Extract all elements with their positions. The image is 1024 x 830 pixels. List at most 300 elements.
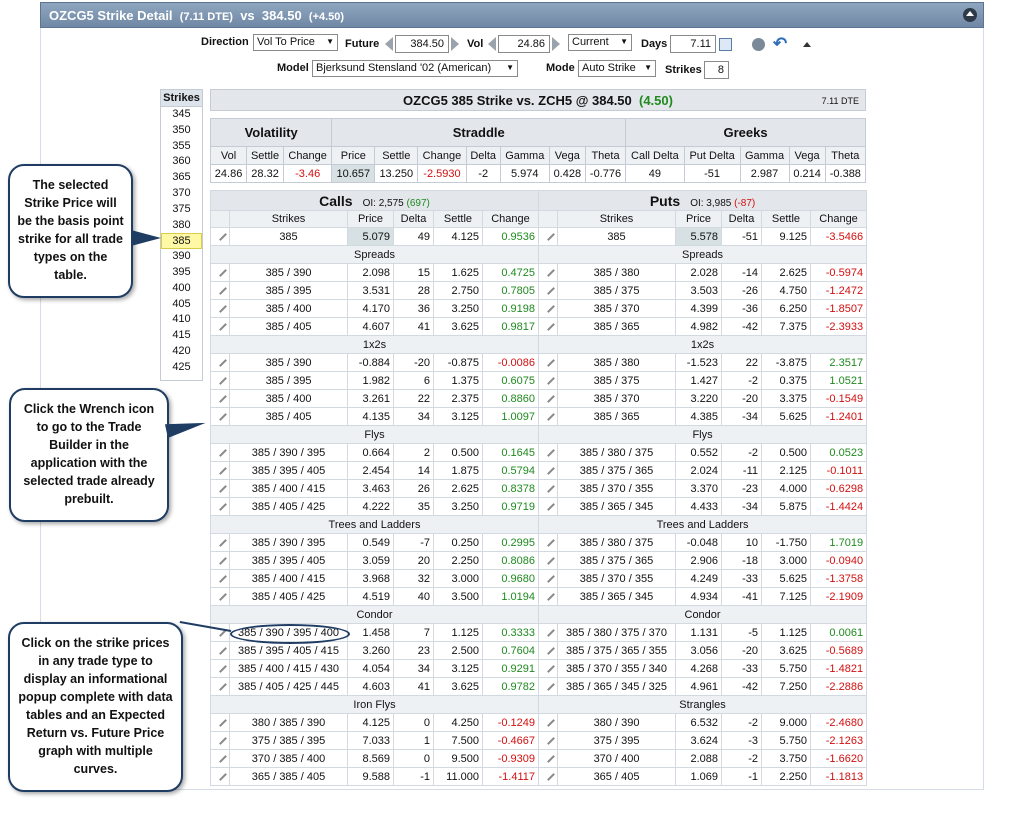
trade-price: 3.531	[348, 282, 394, 300]
trade-price: 4.222	[348, 498, 394, 516]
wrench-cell[interactable]	[539, 642, 558, 660]
trade-price: 2.906	[676, 552, 722, 570]
wrench-cell[interactable]	[539, 228, 558, 246]
strikes-count-input[interactable]: 8	[704, 61, 729, 79]
wrench-icon[interactable]	[542, 498, 555, 511]
wrench-icon[interactable]	[542, 300, 555, 313]
wrench-cell[interactable]	[539, 588, 558, 606]
wrench-icon[interactable]	[542, 264, 555, 277]
wrench-icon[interactable]	[542, 768, 555, 781]
strike-item[interactable]: 350	[172, 123, 191, 136]
trade-delta: -41	[722, 588, 762, 606]
strike-item[interactable]: 410	[172, 313, 191, 326]
trade-strikes-link[interactable]: 380 / 390	[558, 714, 676, 732]
trade-settle: -3.875	[762, 354, 811, 372]
wrench-icon[interactable]	[542, 480, 555, 493]
trade-settle: 4.125	[434, 228, 483, 246]
direction-select[interactable]: Vol To Price ▼	[253, 34, 338, 51]
wrench-cell[interactable]	[211, 498, 230, 516]
wrench-cell[interactable]	[211, 390, 230, 408]
trade-strikes-link[interactable]: 385 / 365 / 345	[558, 498, 676, 516]
strike-item[interactable]: 395	[172, 265, 191, 278]
wrench-cell[interactable]	[539, 570, 558, 588]
wrench-cell[interactable]	[211, 678, 230, 696]
wrench-cell[interactable]	[211, 588, 230, 606]
wrench-icon[interactable]	[214, 588, 227, 601]
wrench-cell[interactable]	[211, 354, 230, 372]
trade-change: -0.4667	[483, 732, 539, 750]
wrench-icon[interactable]	[542, 750, 555, 763]
wrench-icon[interactable]	[214, 282, 227, 295]
trade-strikes-link[interactable]: 365 / 385 / 405	[230, 768, 348, 786]
wrench-cell[interactable]	[211, 570, 230, 588]
days-label: Days	[641, 38, 668, 50]
collapse-controls-icon[interactable]	[803, 42, 811, 47]
calls-table-row	[211, 570, 539, 588]
trade-price: 5.079	[348, 228, 394, 246]
trade-price: 2.098	[348, 264, 394, 282]
strike-item[interactable]: 415	[172, 329, 191, 342]
trade-strikes-link[interactable]: 385 / 405 / 425	[230, 588, 348, 606]
strike-item[interactable]: 375	[172, 202, 191, 215]
wrench-cell[interactable]	[539, 318, 558, 336]
wrench-icon[interactable]	[214, 552, 227, 565]
future-input[interactable]: 384.50	[395, 35, 449, 53]
trade-change: -3.5466	[811, 228, 867, 246]
strike-list	[160, 89, 203, 381]
wrench-cell[interactable]	[211, 660, 230, 678]
trade-change: 0.9782	[483, 678, 539, 696]
trade-change: 0.3333	[483, 624, 539, 642]
trade-strikes-link[interactable]: 385 / 380 / 375 / 370	[558, 624, 676, 642]
wrench-cell[interactable]	[539, 372, 558, 390]
calls-section-title: Condor	[211, 606, 539, 624]
strike-item[interactable]: 405	[172, 297, 191, 310]
wrench-cell[interactable]	[539, 444, 558, 462]
trade-strikes-link[interactable]: 385 / 395 / 405	[230, 462, 348, 480]
trade-strikes-link[interactable]: 385 / 405 / 425	[230, 498, 348, 516]
wrench-icon[interactable]	[214, 408, 227, 421]
wrench-icon[interactable]	[214, 228, 227, 241]
trade-strikes-link[interactable]: 385	[230, 228, 348, 246]
calls-table	[210, 190, 539, 786]
strike-item[interactable]: 370	[172, 186, 191, 199]
trade-change: -2.2886	[811, 678, 867, 696]
trade-strikes-link[interactable]: 385 / 405	[230, 408, 348, 426]
calls-table-row	[211, 552, 539, 570]
strike-item[interactable]: 380	[172, 218, 191, 231]
puts-table-row	[539, 318, 867, 336]
trade-delta: 2	[394, 444, 434, 462]
wrench-cell[interactable]	[211, 552, 230, 570]
puts-oi-change: (-87)	[734, 197, 756, 209]
trade-strikes-link[interactable]: 385 / 370	[558, 300, 676, 318]
calls-col-header: Delta	[394, 211, 434, 228]
trade-price: 1.131	[676, 624, 722, 642]
trade-delta: 34	[394, 408, 434, 426]
trade-price: 4.399	[676, 300, 722, 318]
trade-strikes-link[interactable]: 370 / 400	[558, 750, 676, 768]
trade-settle: 2.500	[434, 642, 483, 660]
calls-table-row	[211, 372, 539, 390]
wrench-cell[interactable]	[211, 534, 230, 552]
wrench-cell[interactable]	[539, 390, 558, 408]
calls-section-title: Trees and Ladders	[211, 516, 539, 534]
wrench-icon[interactable]	[214, 480, 227, 493]
wrench-icon[interactable]	[542, 390, 555, 403]
trade-price: 1.069	[676, 768, 722, 786]
wrench-cell[interactable]	[211, 750, 230, 768]
strike-item[interactable]: 365	[172, 171, 191, 184]
wrench-cell[interactable]	[211, 714, 230, 732]
wrench-icon[interactable]	[542, 570, 555, 583]
trade-delta: -2	[722, 750, 762, 768]
calls-table-row	[211, 732, 539, 750]
wrench-icon[interactable]	[214, 318, 227, 331]
wrench-icon[interactable]	[214, 390, 227, 403]
trade-price: -0.884	[348, 354, 394, 372]
trade-strikes-link[interactable]: 385 / 375 / 365 / 355	[558, 642, 676, 660]
trade-strikes-link[interactable]: 385 / 370	[558, 390, 676, 408]
trade-price: 1.982	[348, 372, 394, 390]
trade-strikes-link[interactable]: 385 / 365	[558, 408, 676, 426]
wrench-cell[interactable]	[211, 228, 230, 246]
trade-delta: 22	[394, 390, 434, 408]
trade-price: 4.249	[676, 570, 722, 588]
calls-table-row	[211, 588, 539, 606]
trade-strikes-link[interactable]: 385 / 375	[558, 372, 676, 390]
wrench-icon[interactable]	[214, 750, 227, 763]
trade-delta: -33	[722, 660, 762, 678]
wrench-icon[interactable]	[542, 462, 555, 475]
trade-price: 9.588	[348, 768, 394, 786]
mode-label: Mode	[546, 62, 575, 74]
wrench-cell[interactable]	[539, 714, 558, 732]
wrench-icon[interactable]	[214, 264, 227, 277]
trade-strikes-link[interactable]: 385 / 380	[558, 264, 676, 282]
wrench-icon[interactable]	[542, 372, 555, 385]
wrench-icon[interactable]	[214, 660, 227, 673]
trade-change: 0.7805	[483, 282, 539, 300]
trade-strikes-link[interactable]: 385 / 400 / 415	[230, 480, 348, 498]
puts-table-row	[539, 768, 867, 786]
calls-section-header	[211, 696, 539, 714]
trade-delta: 41	[394, 678, 434, 696]
trade-strikes-link[interactable]: 370 / 385 / 400	[230, 750, 348, 768]
future-decrement-icon[interactable]	[385, 37, 393, 51]
trade-settle: 3.125	[434, 660, 483, 678]
trade-strikes-link[interactable]: 385 / 375 / 365	[558, 552, 676, 570]
trade-price: 0.549	[348, 534, 394, 552]
wrench-icon[interactable]	[214, 498, 227, 511]
trade-price: 4.982	[676, 318, 722, 336]
strike-item[interactable]: 345	[172, 108, 191, 120]
greeks-value: -0.388	[825, 165, 865, 183]
wrench-icon[interactable]	[542, 228, 555, 241]
wrench-cell[interactable]	[539, 408, 558, 426]
trade-strikes-link[interactable]: 385 / 390 / 395	[230, 534, 348, 552]
trade-change: -2.4680	[811, 714, 867, 732]
trade-price: 0.664	[348, 444, 394, 462]
trade-change: -0.5974	[811, 264, 867, 282]
trade-settle: 9.000	[762, 714, 811, 732]
strike-item[interactable]: 390	[172, 250, 191, 263]
trade-change: 0.4725	[483, 264, 539, 282]
trade-strikes-link[interactable]: 385 / 380	[558, 354, 676, 372]
trade-delta: -11	[722, 462, 762, 480]
strike-item[interactable]: 400	[172, 281, 191, 294]
trade-settle: 3.250	[434, 498, 483, 516]
trade-settle: 6.250	[762, 300, 811, 318]
vol-increment-icon[interactable]	[552, 37, 560, 51]
wrench-icon[interactable]	[214, 534, 227, 547]
wrench-icon[interactable]	[214, 372, 227, 385]
trade-change: 2.3517	[811, 354, 867, 372]
calls-table-row	[211, 300, 539, 318]
wrench-icon[interactable]	[214, 678, 227, 691]
wrench-cell[interactable]	[211, 768, 230, 786]
wrench-icon[interactable]	[542, 588, 555, 601]
trade-strikes-link[interactable]: 385 / 405	[230, 318, 348, 336]
trade-change: -0.6298	[811, 480, 867, 498]
wrench-icon[interactable]	[214, 714, 227, 727]
wrench-cell[interactable]	[211, 282, 230, 300]
wrench-icon[interactable]	[542, 408, 555, 421]
trade-change: 0.7604	[483, 642, 539, 660]
undo-icon[interactable]: ↶	[773, 34, 788, 53]
wrench-cell[interactable]	[211, 408, 230, 426]
trade-delta: -26	[722, 282, 762, 300]
wrench-cell[interactable]	[539, 534, 558, 552]
trade-strikes-link[interactable]: 385 / 390 / 395 / 400	[230, 624, 348, 642]
wrench-cell[interactable]	[539, 732, 558, 750]
wrench-cell[interactable]	[211, 300, 230, 318]
wrench-icon[interactable]	[214, 768, 227, 781]
wrench-icon[interactable]	[214, 732, 227, 745]
wrench-cell[interactable]	[539, 462, 558, 480]
trade-strikes-link[interactable]: 385 / 400	[230, 390, 348, 408]
calls-section-title: Flys	[211, 426, 539, 444]
trade-strikes-link[interactable]: 385 / 395 / 405	[230, 552, 348, 570]
trade-settle: 7.375	[762, 318, 811, 336]
trade-strikes-link[interactable]: 385 / 390	[230, 354, 348, 372]
strike-item[interactable]: 385	[161, 233, 202, 249]
wrench-cell[interactable]	[211, 480, 230, 498]
future-increment-icon[interactable]	[451, 37, 459, 51]
straddle-value: 5.974	[500, 165, 549, 183]
wrench-cell[interactable]	[211, 732, 230, 750]
trade-strikes-link[interactable]: 385 / 375 / 365	[558, 462, 676, 480]
trade-delta: -3	[722, 732, 762, 750]
trade-change: -1.4821	[811, 660, 867, 678]
trade-price: 4.268	[676, 660, 722, 678]
trade-price: 1.427	[676, 372, 722, 390]
trade-strikes-link[interactable]: 385 / 400 / 415	[230, 570, 348, 588]
wrench-cell[interactable]	[211, 642, 230, 660]
wrench-cell[interactable]	[539, 498, 558, 516]
calls-table-row	[211, 462, 539, 480]
trade-settle: 9.500	[434, 750, 483, 768]
wrench-icon[interactable]	[542, 732, 555, 745]
wrench-icon[interactable]	[542, 282, 555, 295]
trade-price: 4.607	[348, 318, 394, 336]
trade-delta: 32	[394, 570, 434, 588]
trade-strikes-link[interactable]: 385 / 365	[558, 318, 676, 336]
trade-strikes-link[interactable]: 385 / 380 / 375	[558, 444, 676, 462]
strike-item[interactable]: 420	[172, 344, 191, 357]
trade-settle: 3.000	[762, 552, 811, 570]
wrench-cell[interactable]	[211, 264, 230, 282]
wrench-cell[interactable]	[211, 372, 230, 390]
mode-select[interactable]: Auto Strike ▼	[578, 60, 656, 77]
trade-strikes-link[interactable]: 385 / 380 / 375	[558, 534, 676, 552]
model-select[interactable]: Bjerksund Stensland '02 (American) ▼	[312, 60, 518, 77]
straddle-title: Straddle	[332, 119, 626, 147]
wrench-icon[interactable]	[214, 570, 227, 583]
wrench-icon[interactable]	[542, 714, 555, 727]
trade-strikes-link[interactable]: 385 / 395 / 405 / 415	[230, 642, 348, 660]
trade-settle: -0.875	[434, 354, 483, 372]
trade-delta: 22	[722, 354, 762, 372]
summary-header	[210, 89, 866, 111]
trade-strikes-link[interactable]: 365 / 405	[558, 768, 676, 786]
trade-change: 0.0061	[811, 624, 867, 642]
vol-decrement-icon[interactable]	[488, 37, 496, 51]
trade-delta: -5	[722, 624, 762, 642]
trade-price: 3.056	[676, 642, 722, 660]
wrench-cell[interactable]	[539, 480, 558, 498]
wrench-icon[interactable]	[542, 624, 555, 637]
wrench-cell[interactable]	[539, 624, 558, 642]
trade-delta: 41	[394, 318, 434, 336]
wrench-icon[interactable]	[214, 354, 227, 367]
trade-change: 1.0097	[483, 408, 539, 426]
wrench-cell[interactable]	[539, 264, 558, 282]
wrench-icon[interactable]	[542, 318, 555, 331]
wrench-cell[interactable]	[539, 300, 558, 318]
trade-settle: 5.625	[762, 408, 811, 426]
wrench-icon[interactable]	[542, 660, 555, 673]
trade-delta: -20	[394, 354, 434, 372]
trade-delta: -34	[722, 408, 762, 426]
calls-oi-label: OI: 2,575	[362, 197, 407, 209]
model-label: Model	[277, 62, 309, 74]
trade-change: -2.3933	[811, 318, 867, 336]
trade-settle: 5.625	[762, 570, 811, 588]
puts-table-row	[539, 264, 867, 282]
puts-table-row	[539, 624, 867, 642]
summary-title: OZCG5 385 Strike vs. ZCH5 @ 384.50 (4.50)	[403, 93, 673, 108]
days-input[interactable]: 7.11	[670, 35, 716, 53]
wrench-cell[interactable]	[539, 660, 558, 678]
wrench-icon[interactable]	[542, 642, 555, 655]
trade-strikes-link[interactable]: 385 / 370 / 355 / 340	[558, 660, 676, 678]
trade-settle: 1.875	[434, 462, 483, 480]
trade-change: -0.1249	[483, 714, 539, 732]
wrench-icon[interactable]	[542, 552, 555, 565]
wrench-icon[interactable]	[542, 444, 555, 457]
wrench-cell[interactable]	[211, 444, 230, 462]
puts-table	[538, 190, 867, 786]
trade-settle: 4.750	[762, 282, 811, 300]
trade-settle: 11.000	[434, 768, 483, 786]
wrench-icon[interactable]	[214, 642, 227, 655]
trade-strikes-link[interactable]: 385 / 390 / 395	[230, 444, 348, 462]
puts-col-blank	[539, 211, 558, 228]
trade-price: 8.569	[348, 750, 394, 768]
wrench-icon[interactable]	[214, 300, 227, 313]
trade-strikes-link[interactable]: 385 / 400 / 415 / 430	[230, 660, 348, 678]
trade-strikes-link[interactable]: 385 / 375	[558, 282, 676, 300]
trade-delta: 20	[394, 552, 434, 570]
wrench-cell[interactable]	[539, 282, 558, 300]
trade-delta: -20	[722, 390, 762, 408]
trade-strikes-link[interactable]: 385 / 395	[230, 372, 348, 390]
settings-icon[interactable]	[752, 38, 765, 51]
wrench-icon[interactable]	[542, 534, 555, 547]
wrench-cell[interactable]	[539, 750, 558, 768]
wrench-cell[interactable]	[539, 678, 558, 696]
puts-table-row	[539, 498, 867, 516]
trade-strikes-link[interactable]: 385	[558, 228, 676, 246]
vol-mode-select[interactable]: Current ▼	[568, 34, 632, 51]
trade-strikes-link[interactable]: 385 / 365 / 345 / 325	[558, 678, 676, 696]
strike-item[interactable]: 425	[172, 360, 191, 373]
wrench-cell[interactable]	[211, 318, 230, 336]
strikes-count-label: Strikes	[665, 64, 702, 76]
puts-section-header	[539, 696, 867, 714]
trade-strikes-link[interactable]: 385 / 405 / 425 / 445	[230, 678, 348, 696]
strike-item[interactable]: 360	[172, 155, 191, 168]
vol-input[interactable]: 24.86	[498, 35, 550, 53]
trade-settle: 3.625	[434, 678, 483, 696]
trade-strikes-link[interactable]: 385 / 370 / 355	[558, 570, 676, 588]
wrench-cell[interactable]	[539, 354, 558, 372]
calendar-icon[interactable]	[719, 38, 732, 51]
puts-title-text: Puts	[649, 192, 681, 209]
trade-strikes-link[interactable]: 385 / 395	[230, 282, 348, 300]
wrench-icon[interactable]	[214, 444, 227, 457]
strike-item[interactable]: 355	[172, 139, 191, 152]
wrench-cell[interactable]	[539, 768, 558, 786]
puts-section-header	[539, 606, 867, 624]
trade-price: 0.552	[676, 444, 722, 462]
greeks-value: 49	[626, 165, 685, 183]
puts-section-title: Condor	[539, 606, 867, 624]
wrench-cell[interactable]	[539, 552, 558, 570]
trade-strikes-link[interactable]: 385 / 390	[230, 264, 348, 282]
puts-table-row	[539, 462, 867, 480]
wrench-icon[interactable]	[542, 354, 555, 367]
volatility-col-header: Settle	[247, 147, 284, 165]
trade-strikes-link[interactable]: 380 / 385 / 390	[230, 714, 348, 732]
trade-price: 3.968	[348, 570, 394, 588]
trade-change: -1.3758	[811, 570, 867, 588]
wrench-cell[interactable]	[211, 462, 230, 480]
trade-price: 4.519	[348, 588, 394, 606]
strike-list-header: Strikes	[161, 90, 202, 107]
trade-strikes-link[interactable]: 385 / 365 / 345	[558, 588, 676, 606]
trade-strikes-link[interactable]: 375 / 395	[558, 732, 676, 750]
trade-strikes-link[interactable]: 385 / 400	[230, 300, 348, 318]
trade-strikes-link[interactable]: 385 / 370 / 355	[558, 480, 676, 498]
trade-delta: 40	[394, 588, 434, 606]
wrench-icon[interactable]	[542, 678, 555, 691]
greeks-col-header: Vega	[789, 147, 825, 165]
trade-strikes-link[interactable]: 375 / 385 / 395	[230, 732, 348, 750]
wrench-icon[interactable]	[214, 462, 227, 475]
collapse-icon[interactable]	[963, 8, 977, 22]
